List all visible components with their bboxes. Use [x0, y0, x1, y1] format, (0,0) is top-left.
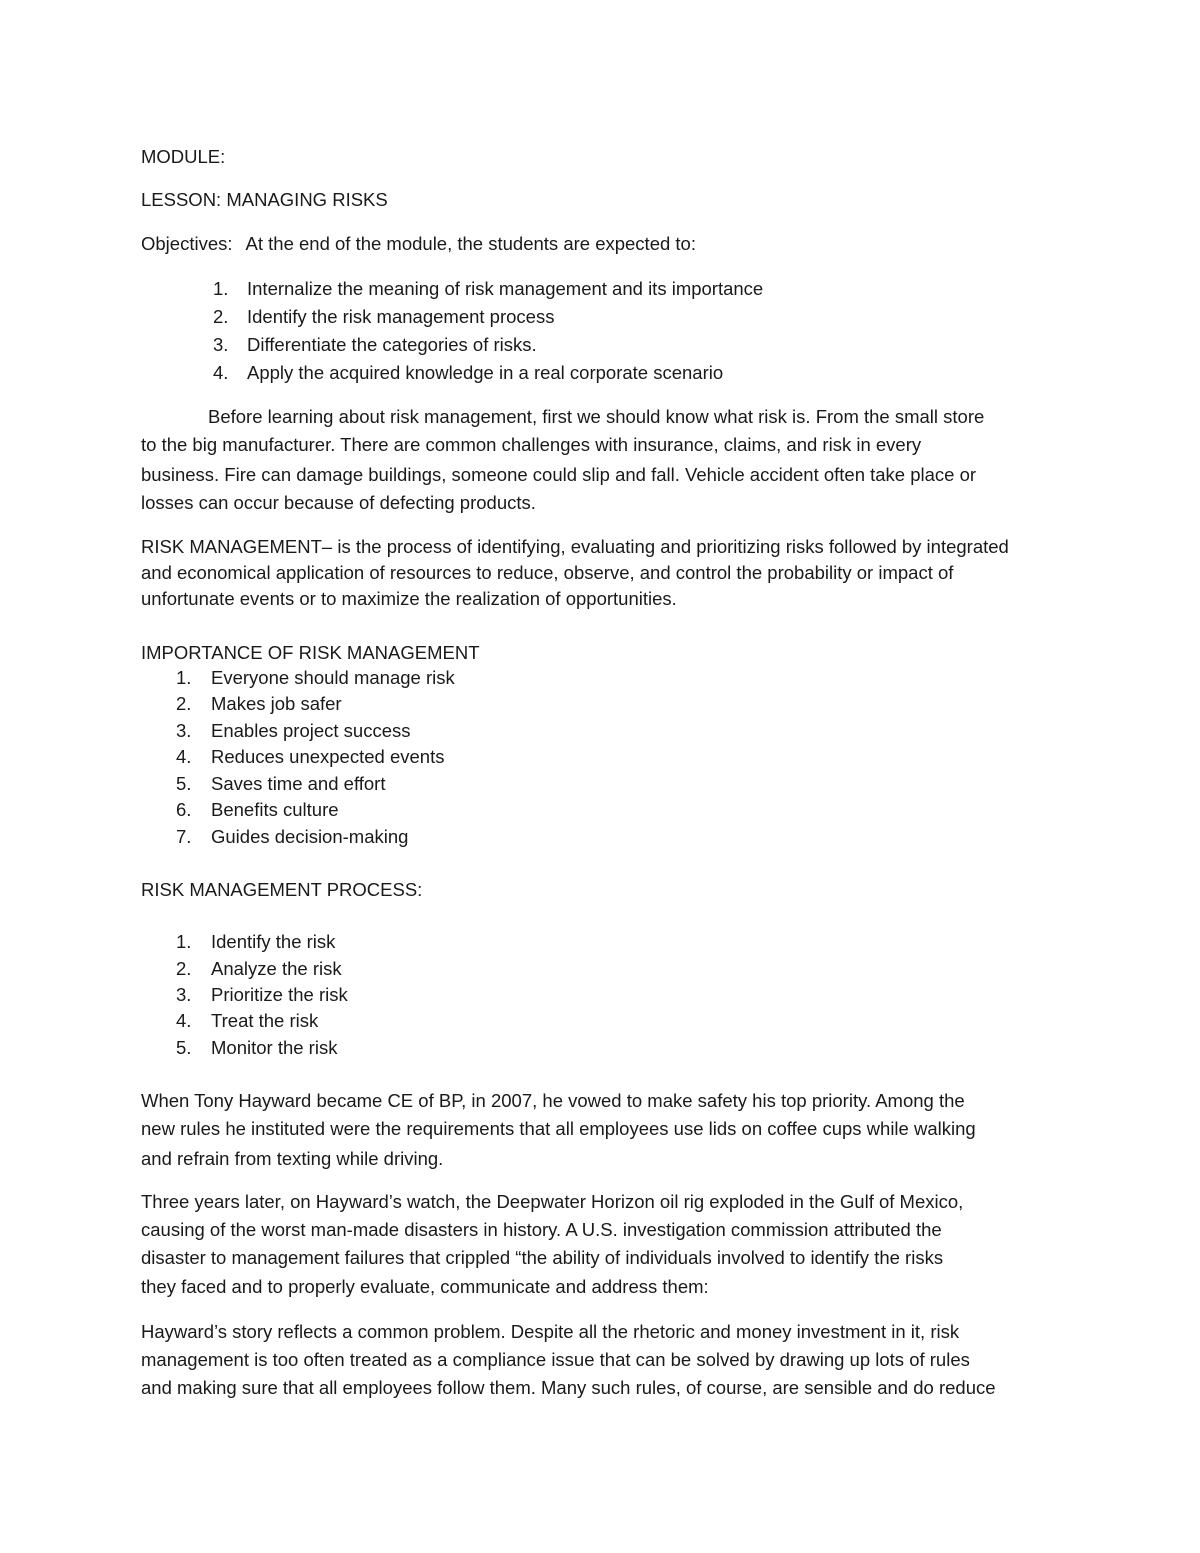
objectives-line: [141, 233, 696, 255]
process-text: Analyze the risk: [211, 958, 342, 979]
objective-number: 4.: [213, 362, 229, 383]
process-number: 4.: [176, 1010, 192, 1031]
importance-heading: IMPORTANCE OF RISK MANAGEMENT: [141, 642, 480, 663]
hayward-paragraph-line: and refrain from texting while driving.: [141, 1148, 444, 1169]
definition-paragraph-line: RISK MANAGEMENT– is the process of identifying, evaluating and prioritizing risks followed by integrated: [141, 536, 1009, 557]
importance-number: 2.: [176, 693, 192, 714]
story-paragraph-line: and making sure that all employees follow them. Many such rules, of course, are sensible and do reduce: [141, 1377, 996, 1398]
importance-number: 4.: [176, 746, 192, 767]
importance-item: [176, 773, 385, 795]
objective-item: [213, 306, 554, 328]
importance-number: 1.: [176, 667, 192, 688]
objectives-intro: At the end of the module, the students are expected to:: [245, 233, 696, 254]
process-text: Treat the risk: [211, 1010, 319, 1031]
deepwater-paragraph-line: causing of the worst man-made disasters in history. A U.S. investigation commission attributed the: [141, 1219, 942, 1240]
importance-text: Everyone should manage risk: [211, 667, 455, 688]
importance-item: [176, 826, 408, 848]
story-paragraph-line: Hayward’s story reflects a common problem. Despite all the rhetoric and money investment in it, risk: [141, 1321, 960, 1342]
process-heading: RISK MANAGEMENT PROCESS:: [141, 879, 423, 900]
importance-item: [176, 720, 411, 742]
objective-text: Differentiate the categories of risks.: [247, 334, 537, 355]
importance-item: [176, 746, 444, 768]
importance-text: Makes job safer: [211, 693, 342, 714]
objective-number: 3.: [213, 334, 229, 355]
process-number: 2.: [176, 958, 192, 979]
definition-paragraph-line: and economical application of resources to reduce, observe, and control the probability or impact of: [141, 562, 954, 583]
deepwater-paragraph-line: disaster to management failures that crippled “the ability of individuals involved to identify the risks: [141, 1247, 944, 1268]
lesson-title: LESSON: MANAGING RISKS: [141, 189, 388, 210]
process-item: [176, 1010, 318, 1032]
hayward-paragraph-line: When Tony Hayward became CE of BP, in 2007, he vowed to make safety his top priority. Among the: [141, 1090, 965, 1111]
process-text: Prioritize the risk: [211, 984, 348, 1005]
objective-text: Identify the risk management process: [247, 306, 555, 327]
process-number: 5.: [176, 1037, 192, 1058]
process-number: 1.: [176, 931, 192, 952]
importance-item: [176, 667, 455, 689]
importance-number: 7.: [176, 826, 192, 847]
objectives-label: Objectives:: [141, 233, 233, 254]
importance-text: Benefits culture: [211, 799, 339, 820]
intro-paragraph-line: losses can occur because of defecting products.: [141, 492, 536, 513]
objective-item: [213, 362, 723, 384]
importance-text: Guides decision-making: [211, 826, 409, 847]
hayward-paragraph-line: new rules he instituted were the requirements that all employees use lids on coffee cups while walking: [141, 1118, 976, 1139]
objective-item: [213, 334, 537, 356]
process-item: [176, 1037, 337, 1059]
objective-number: 2.: [213, 306, 229, 327]
process-text: Identify the risk: [211, 931, 336, 952]
importance-item: [176, 693, 342, 715]
importance-item: [176, 799, 339, 821]
process-item: [176, 984, 348, 1006]
deepwater-paragraph-line: Three years later, on Hayward’s watch, the Deepwater Horizon oil rig exploded in the Gulf of Mexico,: [141, 1191, 964, 1212]
module-label: MODULE:: [141, 146, 226, 167]
process-number: 3.: [176, 984, 192, 1005]
deepwater-paragraph-line: they faced and to properly evaluate, communicate and address them:: [141, 1276, 709, 1297]
objective-text: Apply the acquired knowledge in a real corporate scenario: [247, 362, 724, 383]
importance-text: Reduces unexpected events: [211, 746, 445, 767]
intro-paragraph-line: to the big manufacturer. There are common challenges with insurance, claims, and risk in every: [141, 434, 922, 455]
intro-paragraph-line: Before learning about risk management, first we should know what risk is. From the small store: [208, 406, 985, 427]
objective-number: 1.: [213, 278, 229, 299]
objective-text: Internalize the meaning of risk management and its importance: [247, 278, 764, 299]
process-text: Monitor the risk: [211, 1037, 338, 1058]
importance-number: 3.: [176, 720, 192, 741]
process-item: [176, 931, 335, 953]
definition-paragraph-line: unfortunate events or to maximize the realization of opportunities.: [141, 588, 677, 609]
importance-number: 6.: [176, 799, 192, 820]
intro-paragraph-line: business. Fire can damage buildings, someone could slip and fall. Vehicle accident often take place or: [141, 464, 977, 485]
objective-item: [213, 278, 763, 300]
importance-text: Enables project success: [211, 720, 411, 741]
story-paragraph-line: management is too often treated as a compliance issue that can be solved by drawing up lots of rules: [141, 1349, 970, 1370]
importance-text: Saves time and effort: [211, 773, 386, 794]
process-item: [176, 958, 342, 980]
importance-number: 5.: [176, 773, 192, 794]
